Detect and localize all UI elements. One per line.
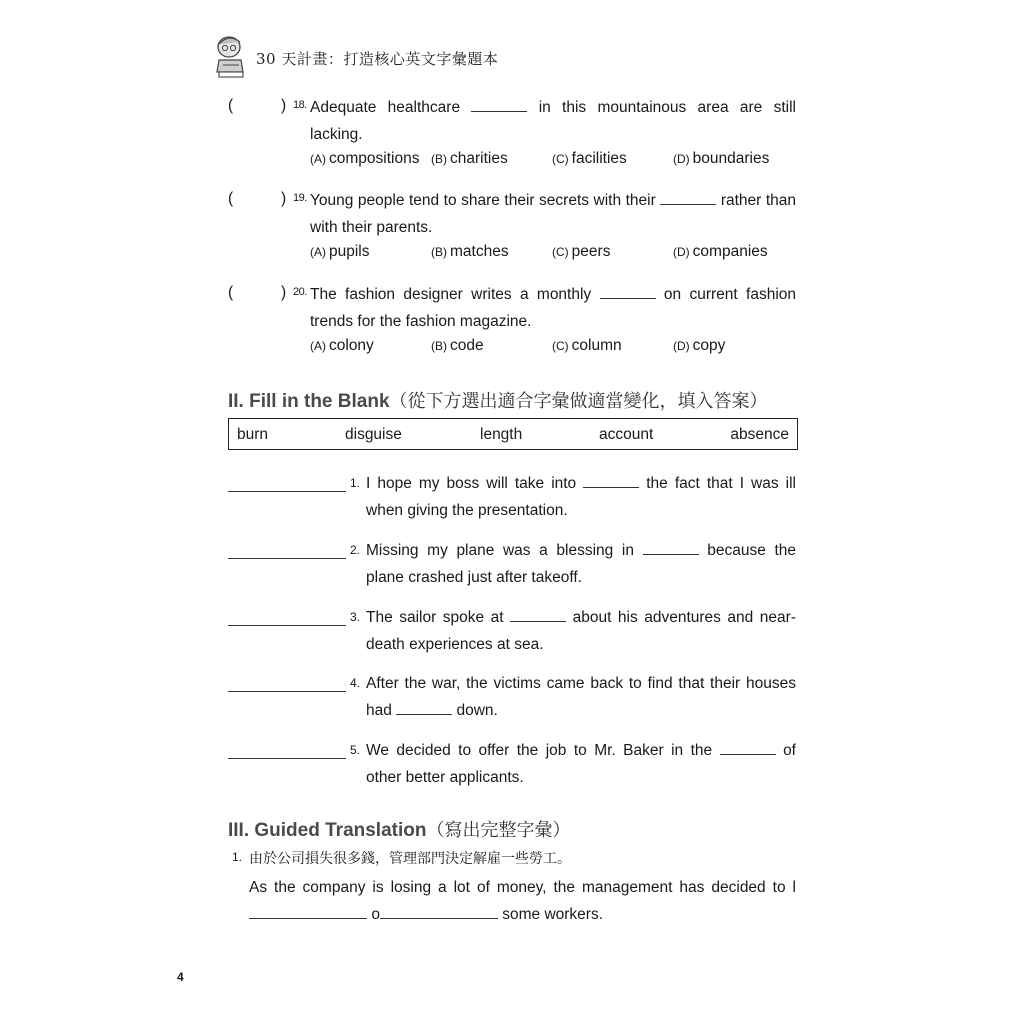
question-stem [310, 187, 796, 241]
stem-text-b: down. [456, 702, 498, 719]
option-d: (D) copy [673, 337, 726, 354]
option-b: (B) charities [431, 150, 508, 167]
answer-blank[interactable] [471, 97, 527, 112]
page-header [214, 34, 498, 82]
answer-paren-left: ( [228, 190, 234, 207]
question-number: 1. [350, 476, 361, 490]
book-title: 30 天計畫：打造核心英文字彙題本 [256, 49, 499, 68]
stem-text-b: in this mountainous area are still lacking. [310, 99, 796, 143]
answer-line[interactable] [228, 625, 346, 626]
answer-line[interactable] [228, 691, 346, 692]
stem-text-a: Missing my plane was a blessing in [366, 542, 634, 559]
option-c: (C) facilities [552, 150, 627, 167]
question-stem [366, 737, 796, 791]
question-stem [310, 281, 796, 335]
option-a: (A) colony [310, 337, 374, 354]
word-bank [228, 418, 798, 450]
options-row [310, 150, 796, 172]
question-number: 18. [293, 99, 307, 111]
stem-text-a: Adequate healthcare [310, 99, 461, 116]
section-title: II. Fill in the Blank [228, 391, 390, 412]
answer-blank[interactable] [720, 740, 776, 755]
stem-text-a: I hope my boss will take into [366, 475, 577, 492]
page-number: 4 [177, 970, 184, 984]
options-row [310, 243, 796, 265]
option-d: (D) boundaries [673, 150, 770, 167]
question-number: 5. [350, 743, 361, 757]
stem-text-a: Young people tend to share their secrets with their [310, 192, 656, 209]
word-bank-item: disguise [345, 426, 402, 443]
option-b: (B) matches [431, 243, 509, 260]
stem-text-b: about his adventures and near-death experiences at sea. [366, 609, 796, 653]
option-c: (C) column [552, 337, 622, 354]
option-a: (A) compositions [310, 150, 420, 167]
stem-text-a: The fashion designer writes a monthly [310, 286, 592, 303]
option-a: (A) pupils [310, 243, 370, 260]
stem-text-a: After the war, the victims came back to find that their houses had [366, 675, 796, 719]
section-title: III. Guided Translation [228, 820, 427, 841]
answer-blank[interactable] [643, 540, 699, 555]
answer-blank[interactable] [510, 607, 566, 622]
options-row [310, 337, 796, 359]
stem-text-b: rather than with their parents. [310, 192, 797, 236]
word-bank-item: account [599, 426, 654, 443]
english-text: As the company is losing a lot of money, the management has decided to [249, 879, 786, 896]
stem-text-a: We decided to offer the job to Mr. Baker in the [366, 742, 713, 759]
question-stem [310, 94, 796, 148]
stem-text-b: on current fashion trends for the fashion magazine. [310, 286, 797, 330]
stem-text-b: the fact that I was ill when giving the presentation. [366, 475, 796, 519]
question-stem [366, 470, 796, 524]
stem-text-b: of other better applicants. [366, 742, 796, 786]
answer-paren-right: ) [281, 190, 287, 207]
section-subtitle: （從下方選出適合字彙做適當變化，填入答案） [389, 391, 768, 412]
word-bank-item: burn [237, 426, 269, 443]
question-number: 2. [350, 543, 361, 557]
section-subtitle: （寫出完整字彙） [426, 820, 571, 841]
reading-figure-icon [214, 33, 248, 84]
answer-blank[interactable] [396, 700, 452, 715]
answer-blank-2[interactable] [380, 904, 498, 919]
answer-blank[interactable] [660, 190, 716, 205]
stem-text-b: because the plane crashed just after takeoff. [366, 542, 796, 586]
hint-letter-1: l [792, 879, 796, 896]
english-sentence [249, 874, 796, 928]
word-bank-item: absence [730, 426, 789, 443]
question-number: 3. [350, 610, 361, 624]
answer-line[interactable] [228, 491, 346, 492]
answer-blank[interactable] [600, 284, 656, 299]
section-heading-translation [228, 816, 570, 842]
answer-line[interactable] [228, 758, 346, 759]
stem-text-a: The sailor spoke at [366, 609, 504, 626]
hint-letter-2: o [371, 906, 380, 923]
answer-blank-1[interactable] [249, 904, 367, 919]
answer-paren-right: ) [281, 97, 287, 114]
question-number: 19. [293, 192, 307, 204]
question-number: 1. [232, 850, 243, 864]
option-b: (B) code [431, 337, 484, 354]
question-stem [366, 604, 796, 658]
answer-blank[interactable] [583, 473, 639, 488]
answer-paren-right: ) [281, 284, 287, 301]
question-stem [366, 670, 796, 724]
word-bank-item: length [480, 426, 523, 443]
option-c: (C) peers [552, 243, 611, 260]
question-stem [366, 537, 796, 591]
english-tail: some workers. [502, 906, 604, 923]
section-heading-fill-in [228, 387, 768, 413]
question-number: 4. [350, 676, 361, 690]
answer-paren-left: ( [228, 284, 234, 301]
question-number: 20. [293, 286, 307, 298]
chinese-sentence: 由於公司損失很多錢，管理部門決定解雇一些勞工。 [249, 851, 571, 867]
answer-paren-left: ( [228, 97, 234, 114]
answer-line[interactable] [228, 558, 346, 559]
option-d: (D) companies [673, 243, 768, 260]
